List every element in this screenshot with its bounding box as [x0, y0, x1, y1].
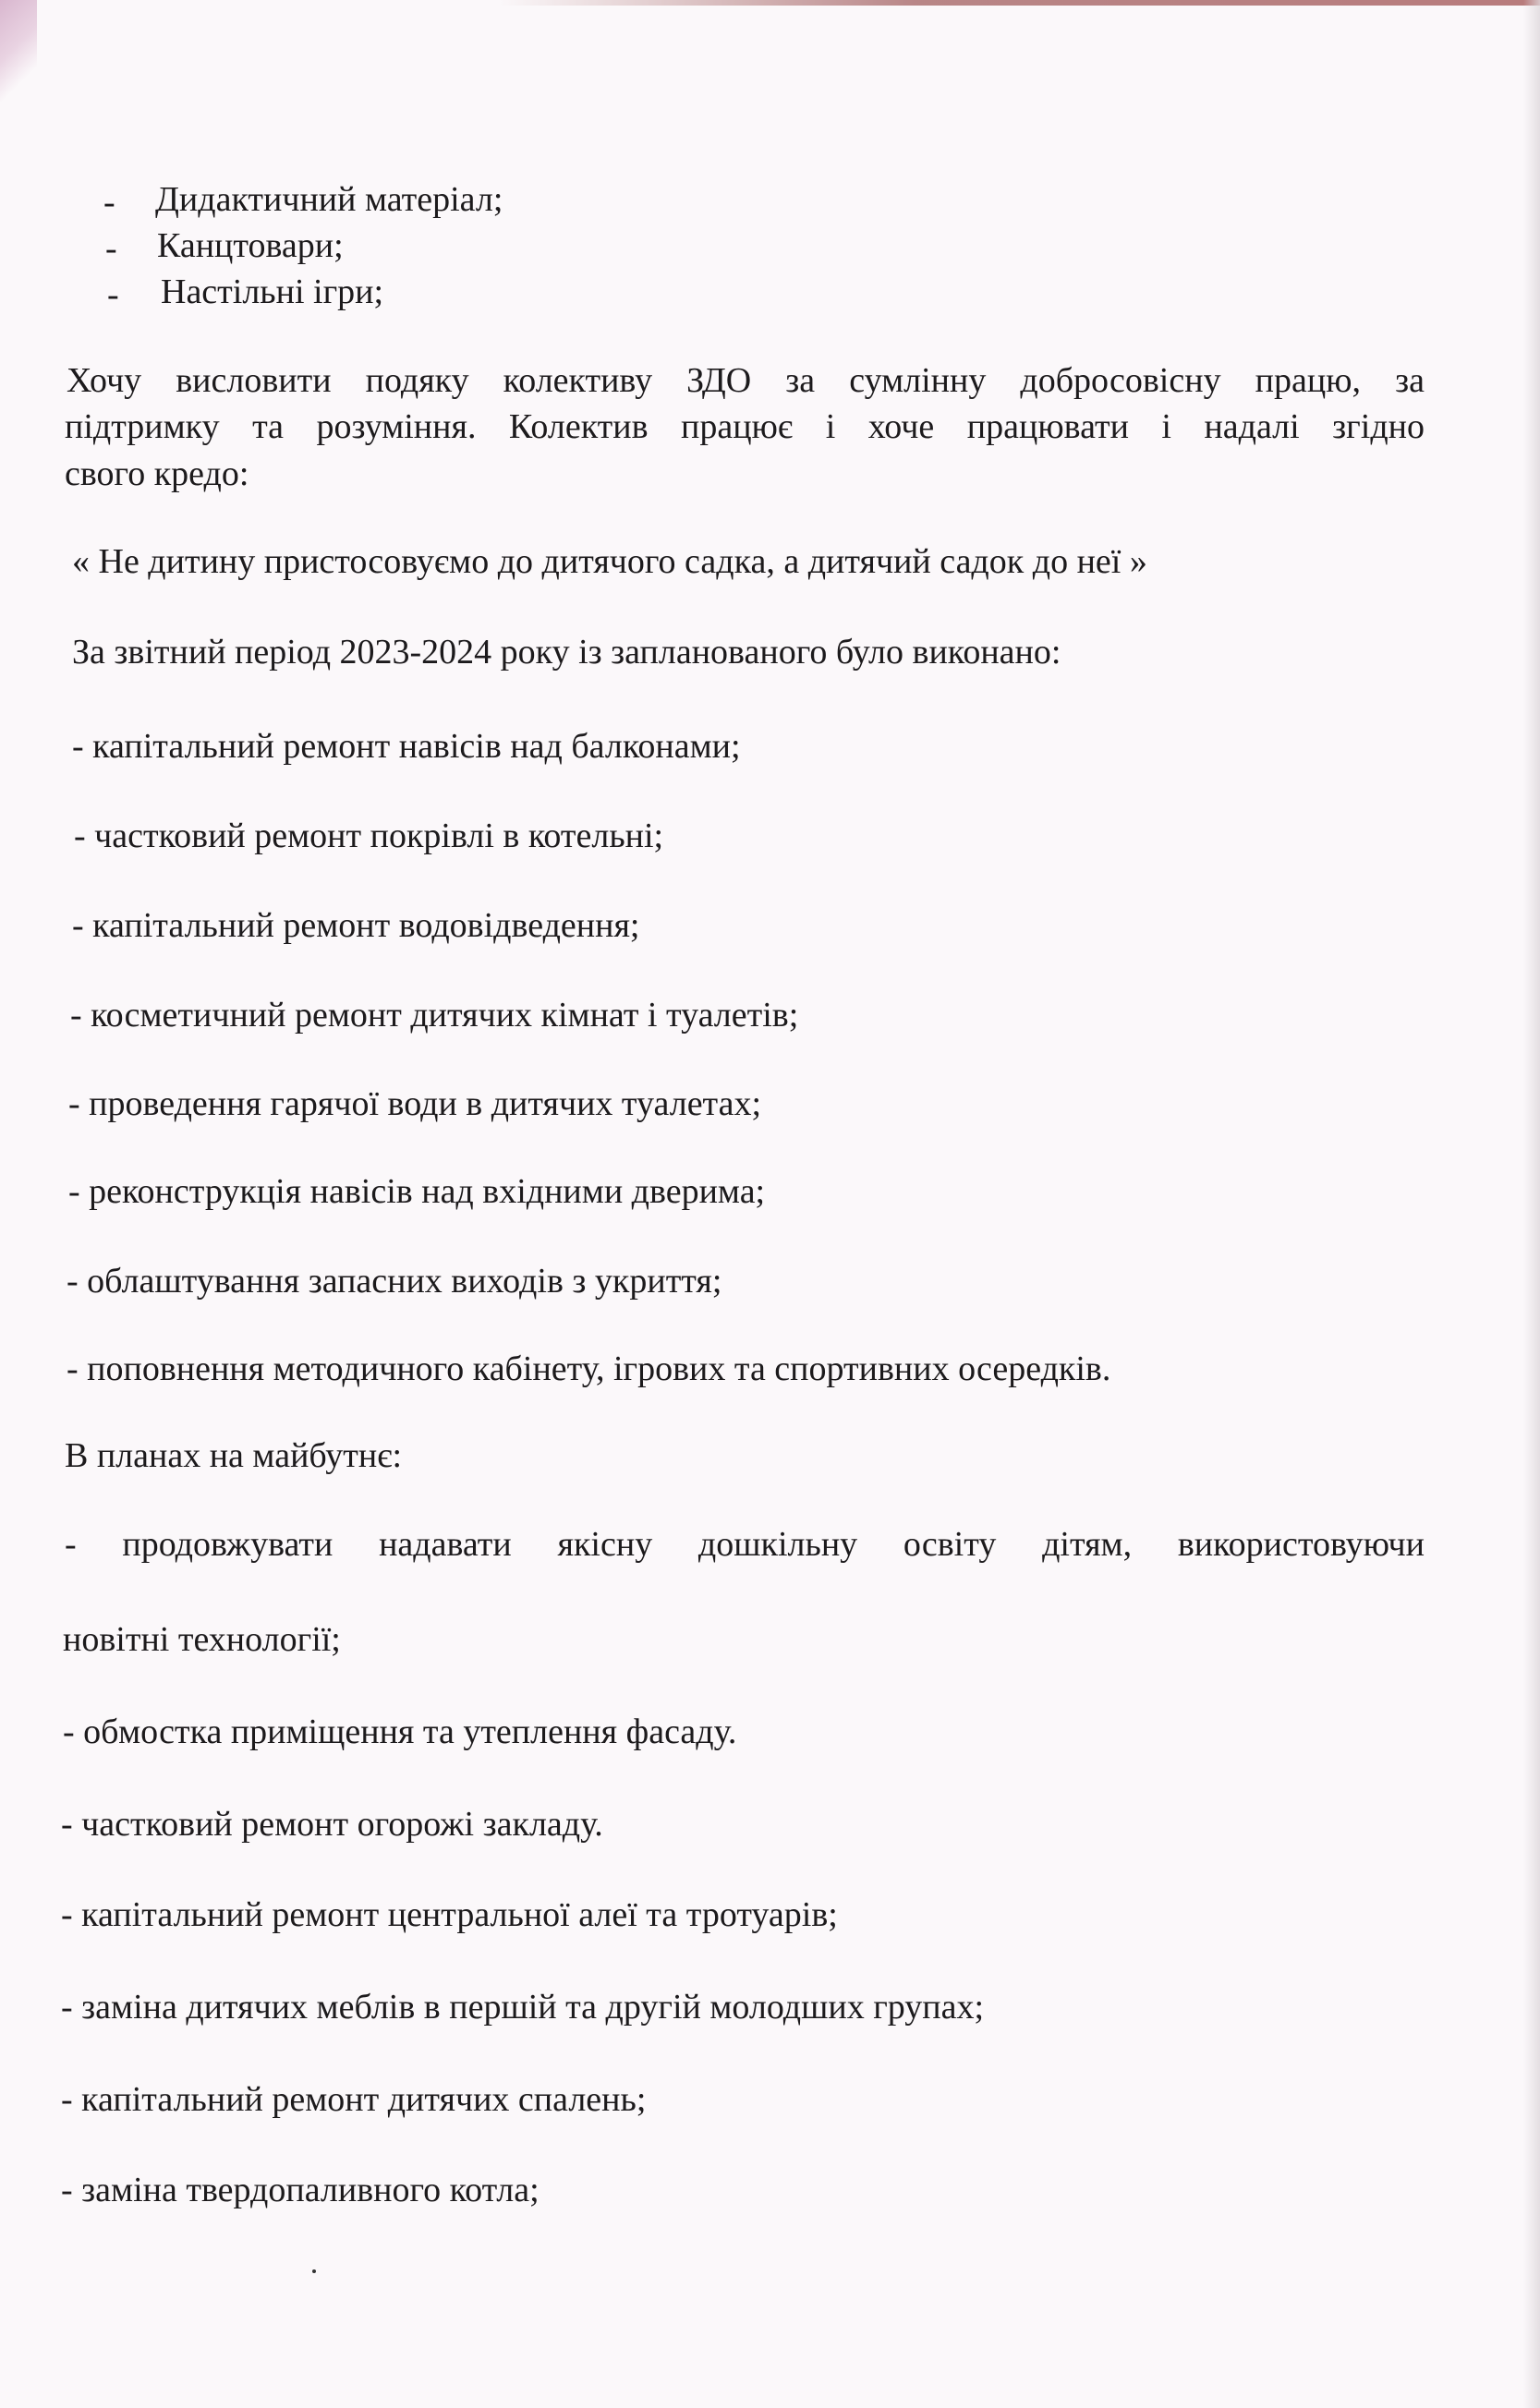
- done-item: - облаштування запасних виходів з укриття;: [67, 1262, 722, 1301]
- list-item: Канцтовари;: [157, 226, 344, 265]
- plan-item-continuation: новітні технології;: [63, 1620, 341, 1659]
- list-item: Дидактичний матеріал;: [155, 180, 503, 219]
- plan-item: - обмостка приміщення та утеплення фасаду.: [63, 1712, 737, 1751]
- done-item: - поповнення методичного кабінету, ігрових та спортивних осередків.: [67, 1349, 1111, 1388]
- list-dash: -: [107, 275, 119, 314]
- list-item: Настільні ігри;: [161, 272, 384, 311]
- plan-item: - капітальний ремонт дитячих спалень;: [61, 2080, 647, 2119]
- list-dash: -: [103, 183, 115, 222]
- done-item: - частковий ремонт покрівлі в котельні;: [74, 817, 664, 855]
- report-heading: За звітний період 2023-2024 року із запланованого було виконано:: [72, 633, 1061, 672]
- plan-item: - заміна дитячих меблів в першій та другій молодших групах;: [61, 1988, 985, 2027]
- done-item: - капітальний ремонт водовідведення;: [72, 906, 640, 945]
- done-item: - реконструкція навісів над вхідними дверима;: [68, 1172, 766, 1211]
- done-item: - проведення гарячої води в дитячих туалетах;: [68, 1084, 762, 1123]
- paragraph-line: свого кредо:: [65, 454, 249, 493]
- plans-heading: В планах на майбутнє:: [65, 1436, 403, 1475]
- paragraph-line: Хочу висловити подяку колективу ЗДО за сумлінну добросовісну працю, за: [67, 361, 1425, 400]
- done-item: - капітальний ремонт навісів над балконами;: [72, 727, 741, 766]
- plan-item: - заміна твердопаливного котла;: [61, 2171, 540, 2209]
- list-dash: -: [105, 229, 117, 268]
- plan-item: - капітальний ремонт центральної алеї та тротуарів;: [61, 1895, 838, 1934]
- done-item: - косметичний ремонт дитячих кімнат і туалетів;: [70, 996, 799, 1035]
- paragraph-line: підтримку та розуміння. Колектив працює і хоче працювати і надалі згідно: [65, 407, 1425, 446]
- motto: « Не дитину пристосовуємо до дитячого садка, а дитячий садок до неї »: [72, 542, 1147, 581]
- ink-speck: [312, 2269, 316, 2273]
- plan-item: - частковий ремонт огорожі закладу.: [61, 1805, 603, 1844]
- plan-item: - продовжувати надавати якісну дошкільну освіту дітям, використовуючи: [65, 1525, 1425, 1564]
